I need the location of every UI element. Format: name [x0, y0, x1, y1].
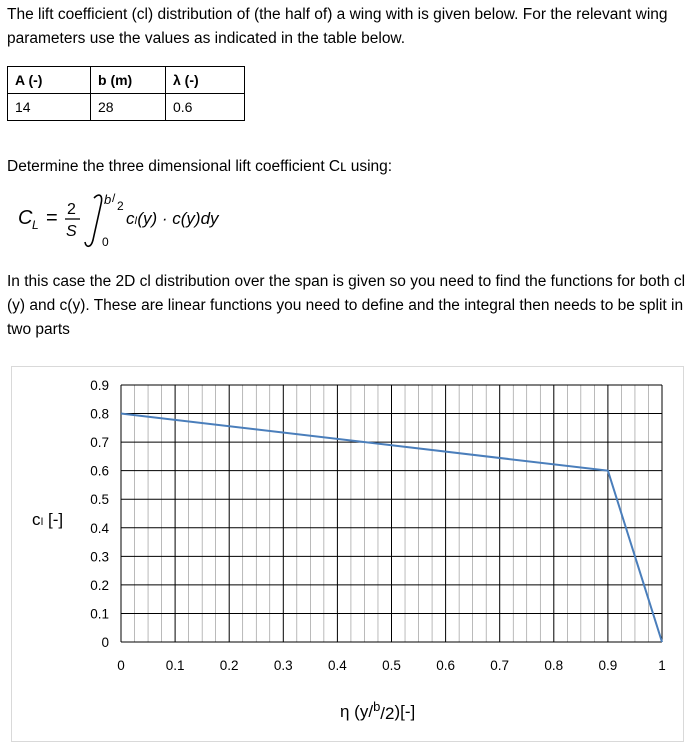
y-tick-label: 0.9	[90, 378, 109, 393]
x-tick-label: 1	[658, 658, 666, 673]
lift-coefficient-formula	[18, 190, 278, 256]
formula-integrand: cₗ(y) · c(y)dy	[126, 209, 219, 228]
table-row	[8, 94, 245, 121]
header-cell-lambda: λ (-)	[166, 67, 245, 94]
integral-upper-2: 2	[117, 199, 124, 213]
chart-svg	[12, 367, 683, 741]
table-header-row	[8, 67, 245, 94]
x-tick-label: 0.7	[490, 658, 510, 673]
formula-lhs-sub: L	[32, 218, 39, 232]
cell-a-value: 14	[8, 94, 91, 121]
y-axis-label: cₗ [-]	[32, 510, 64, 529]
determine-instruction: Determine the three dimensional lift coefficient Cʟ using:	[7, 158, 393, 175]
y-tick-label: 0.4	[90, 520, 109, 536]
wing-parameters-table	[7, 66, 245, 121]
y-tick-label: 0.1	[90, 606, 109, 622]
y-tick-label: 0.7	[90, 435, 109, 451]
formula-numerator: 2	[67, 201, 76, 218]
cell-lambda-value: 0.6	[166, 94, 245, 121]
y-tick-label: 0	[101, 635, 109, 650]
x-tick-label: 0.5	[382, 658, 401, 673]
x-tick-label: 0.4	[328, 658, 347, 673]
x-label-close: )[-]	[394, 702, 416, 721]
x-label-eta: η (y/	[340, 702, 374, 721]
y-tick-label: 0.6	[90, 463, 109, 479]
x-axis-label	[340, 699, 415, 723]
y-tick-label: 0.3	[90, 549, 109, 565]
x-tick-label: 0.3	[273, 658, 293, 673]
cell-b-value: 28	[91, 94, 166, 121]
x-tick-label: 0.1	[165, 658, 185, 673]
integral-upper-b: b	[104, 192, 112, 207]
cl-distribution-chart	[11, 366, 684, 742]
formula-graphic	[18, 190, 278, 252]
x-tick-label: 0.6	[436, 658, 455, 673]
y-tick-label: 0.5	[90, 492, 109, 508]
integral-lower-limit: 0	[102, 235, 109, 249]
y-tick-label: 0.2	[90, 577, 109, 593]
x-tick-label: 0.2	[219, 658, 239, 673]
instructions-paragraph: In this case the 2D cl distribution over the span is given so you need to find the functions for both cl (y) and c(y). These are linear functions you need to define and the integral then needs to be split in two parts	[7, 273, 686, 338]
formula-lhs: C	[18, 207, 33, 229]
header-cell-b: b (m)	[91, 67, 166, 94]
integral-upper-slash: /	[112, 191, 116, 205]
y-tick-label: 0.8	[90, 406, 109, 422]
x-tick-label: 0.9	[598, 658, 618, 673]
header-cell-a: A (-)	[8, 67, 91, 94]
x-label-b: b	[373, 699, 381, 714]
integral-sign	[85, 195, 102, 246]
formula-denominator: S	[66, 223, 77, 240]
x-tick-label: 0.8	[544, 658, 564, 673]
formula-equals: =	[46, 207, 58, 229]
intro-paragraph: The lift coefficient (cl) distribution of (the half of) a wing with is given below. For the relevant wing parameters use the values as indicated in the table below.	[7, 6, 668, 47]
x-tick-label: 0	[117, 658, 125, 673]
x-label-slash2: /2	[380, 704, 395, 723]
